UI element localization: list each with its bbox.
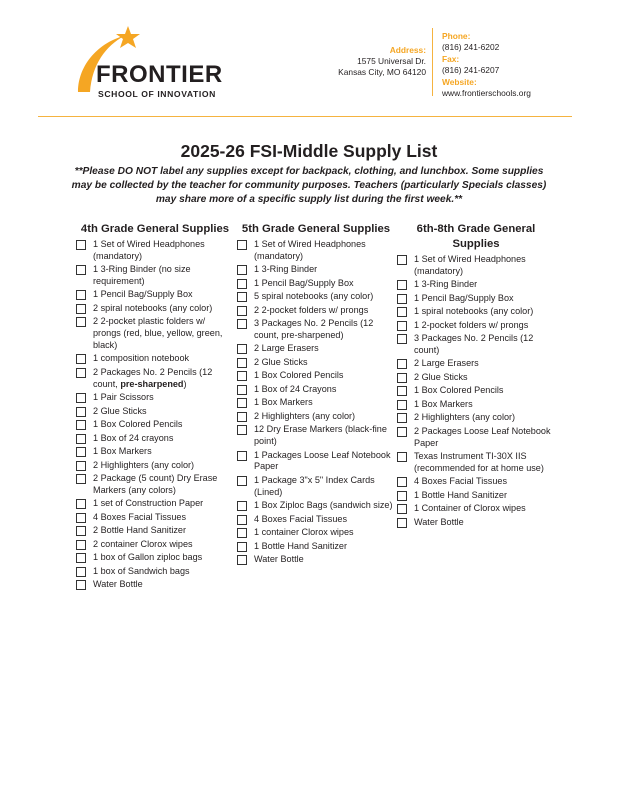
supply-item — [237, 514, 395, 526]
supply-item-label: 1 Box Markers — [93, 446, 152, 457]
contact-block — [442, 31, 531, 99]
supply-item-label: 1 Box Colored Pencils — [93, 419, 183, 430]
supply-item — [237, 541, 395, 553]
supply-item-label: 2 container Clorox wipes — [93, 538, 193, 549]
grade-4-column — [76, 222, 234, 593]
supply-item — [237, 450, 395, 473]
checkbox[interactable] — [76, 393, 86, 403]
supply-item-label: 1 Set of Wired Headphones (mandatory) — [93, 239, 205, 261]
column-heading: 5th Grade General Supplies — [241, 223, 391, 235]
supply-item-label: 2 Packages Loose Leaf Notebook Paper — [414, 425, 551, 448]
website-label: Website: — [442, 76, 477, 87]
checkbox[interactable] — [237, 358, 247, 368]
checkbox[interactable] — [76, 447, 86, 457]
checkbox[interactable] — [76, 368, 86, 378]
checkbox[interactable] — [76, 580, 86, 590]
supply-item — [397, 358, 555, 370]
supply-item — [76, 289, 234, 301]
supply-item — [397, 503, 555, 515]
supply-item — [237, 424, 395, 447]
supply-item — [76, 433, 234, 445]
supply-item — [397, 490, 555, 502]
checkbox[interactable] — [397, 491, 407, 501]
checkbox[interactable] — [76, 304, 86, 314]
supply-item-label: 1 box of Gallon ziploc bags — [93, 552, 203, 563]
checkbox[interactable] — [237, 501, 247, 511]
supply-item-label: 1 Pencil Bag/Supply Box — [414, 292, 514, 303]
supply-item — [237, 384, 395, 396]
supply-item — [237, 370, 395, 382]
supply-item — [76, 264, 234, 287]
checkbox[interactable] — [76, 317, 86, 327]
supply-item-label: 1 container Clorox wipes — [254, 527, 354, 538]
supply-item — [237, 318, 395, 341]
supply-item-label: 1 Bottle Hand Sanitizer — [414, 489, 508, 500]
checkbox[interactable] — [237, 425, 247, 435]
checkbox[interactable] — [76, 420, 86, 430]
checkbox[interactable] — [397, 334, 407, 344]
supply-item — [397, 426, 555, 449]
supply-item-label: 1 Pencil Bag/Supply Box — [254, 277, 354, 288]
checkbox[interactable] — [397, 518, 407, 528]
checkbox[interactable] — [397, 307, 407, 317]
supply-item-label: 1 3-Ring Binder — [414, 279, 478, 290]
supply-item — [397, 451, 555, 474]
checkbox[interactable] — [237, 555, 247, 565]
website-url: www.frontierschools.org — [442, 88, 531, 99]
checkbox[interactable] — [76, 540, 86, 550]
checkbox[interactable] — [76, 513, 86, 523]
supply-item-label: 1 Package 3"x 5" Index Cards (Lined) — [254, 474, 375, 497]
supply-item-label: 3 Packages No. 2 Pencils (12 count, pre-sharpened) — [254, 318, 374, 340]
address-label: Address: — [389, 45, 426, 55]
supply-list — [76, 239, 234, 591]
supply-item — [76, 406, 234, 418]
checkbox[interactable] — [237, 265, 247, 275]
supply-item-label: 2 Large Erasers — [254, 343, 319, 354]
supply-item-label: 1 set of Construction Paper — [93, 498, 204, 509]
supply-item — [237, 305, 395, 317]
checkbox[interactable] — [397, 386, 407, 396]
grade-5-column — [237, 222, 395, 568]
supply-item — [397, 385, 555, 397]
supply-item — [237, 357, 395, 369]
supply-item-label: 1 Box of 24 crayons — [93, 432, 174, 443]
supply-item — [237, 527, 395, 539]
supply-item-label: 1 Box Colored Pencils — [414, 385, 504, 396]
school-logo — [72, 24, 242, 99]
page-title: 2025-26 FSI-Middle Supply List — [180, 141, 438, 161]
supply-item-label: 1 Packages Loose Leaf Notebook Paper — [254, 449, 391, 472]
checkbox[interactable] — [237, 319, 247, 329]
checkbox[interactable] — [76, 354, 86, 364]
checkbox[interactable] — [76, 461, 86, 471]
fax-label: Fax: — [442, 53, 460, 64]
supply-item-label: 1 Box Markers — [414, 398, 473, 409]
supply-item — [76, 498, 234, 510]
checkbox[interactable] — [76, 526, 86, 536]
checkbox[interactable] — [397, 294, 407, 304]
supply-item-label: 2 Glue Sticks — [93, 405, 147, 416]
supply-item — [237, 475, 395, 498]
labeling-note: **Please DO NOT label any supplies except for backpack, clothing, and lunchbox. Some supplies may be collected by the teacher for community purposes. Teachers (particularly Specials classes) may share more of a specific supply list during the first week.** — [71, 166, 547, 205]
checkbox[interactable] — [237, 240, 247, 250]
address-line-1: 1575 Universal Dr. — [357, 56, 426, 66]
supply-item — [237, 239, 395, 262]
supply-item — [397, 320, 555, 332]
supply-item — [237, 278, 395, 290]
checkbox[interactable] — [237, 344, 247, 354]
logo-wordmark: FRONTIER — [96, 61, 223, 88]
fax-number: (816) 241-6207 — [442, 65, 500, 76]
checkbox[interactable] — [237, 542, 247, 552]
supply-item-label: 2 Glue Sticks — [254, 356, 308, 367]
supply-item — [76, 303, 234, 315]
supply-item-label: 1 composition notebook — [93, 353, 190, 364]
column-heading: 6th-8th Grade General Supplies — [416, 223, 536, 250]
supply-item-label: 1 Box Ziploc Bags (sandwich size) — [254, 500, 393, 511]
supply-item-label: 1 3-Ring Binder (no size requirement) — [93, 264, 191, 286]
supply-item — [397, 399, 555, 411]
checkbox[interactable] — [237, 528, 247, 538]
checkbox[interactable] — [237, 398, 247, 408]
supply-item-label: 2 Packages No. 2 Pencils (12 count, pre-sharpened) — [93, 366, 213, 389]
supply-item — [76, 539, 234, 551]
checkbox[interactable] — [397, 373, 407, 383]
supply-item-label: 2 Bottle Hand Sanitizer — [93, 525, 187, 536]
supply-item-label: Water Bottle — [93, 579, 143, 590]
checkbox[interactable] — [76, 567, 86, 577]
supply-item — [76, 353, 234, 365]
supply-item-label: 2 Package (5 count) Dry Erase Markers (any colors) — [93, 473, 218, 495]
checkbox[interactable] — [76, 553, 86, 563]
supply-item-label: 12 Dry Erase Markers (black-fine point) — [254, 424, 387, 447]
supply-item-label: 5 spiral notebooks (any color) — [254, 291, 374, 302]
supply-item-label: 1 Box Markers — [254, 397, 313, 408]
supply-item-label: 2 Large Erasers — [414, 358, 479, 369]
supply-item — [76, 579, 234, 591]
checkbox[interactable] — [397, 413, 407, 423]
supply-item — [76, 566, 234, 578]
checkbox[interactable] — [76, 499, 86, 509]
header-divider — [432, 28, 433, 96]
checkbox[interactable] — [237, 385, 247, 395]
checkbox[interactable] — [237, 515, 247, 525]
address-block — [338, 45, 426, 78]
checkbox[interactable] — [237, 451, 247, 461]
supply-item — [237, 411, 395, 423]
phone-label: Phone: — [442, 31, 471, 41]
supply-item-label: 2 Highlighters (any color) — [254, 410, 356, 421]
checkbox[interactable] — [397, 504, 407, 514]
checkbox[interactable] — [76, 240, 86, 250]
supply-item — [397, 254, 555, 277]
supply-item — [76, 460, 234, 472]
logo-subtitle: SCHOOL OF INNOVATION — [98, 89, 216, 99]
supply-item — [237, 397, 395, 409]
supply-item — [76, 525, 234, 537]
checkbox[interactable] — [237, 371, 247, 381]
checkbox[interactable] — [397, 359, 407, 369]
supply-item — [237, 500, 395, 512]
supply-item-label: 1 Box of 24 Crayons — [254, 383, 337, 394]
supply-item — [397, 306, 555, 318]
supply-item — [397, 372, 555, 384]
supply-item-label: 1 Set of Wired Headphones (mandatory) — [414, 254, 526, 276]
checkbox[interactable] — [76, 265, 86, 275]
column-heading: 4th Grade General Supplies — [80, 223, 230, 235]
header-rule — [38, 116, 572, 117]
supply-item-label: 4 Boxes Facial Tissues — [254, 513, 347, 524]
checkbox[interactable] — [397, 427, 407, 437]
supply-item-label: 3 Packages No. 2 Pencils (12 count) — [414, 333, 534, 355]
checkbox[interactable] — [76, 434, 86, 444]
supply-item — [76, 446, 234, 458]
supply-item-label: 1 3-Ring Binder — [254, 264, 318, 275]
supply-item-label: 1 Set of Wired Headphones (mandatory) — [254, 239, 366, 261]
checkbox[interactable] — [397, 321, 407, 331]
supply-item-label: 2 spiral notebooks (any color) — [93, 302, 213, 313]
supply-item — [76, 512, 234, 524]
supply-item — [76, 552, 234, 564]
supply-item-label: 4 Boxes Facial Tissues — [93, 511, 186, 522]
supply-item — [76, 239, 234, 262]
supply-item — [397, 476, 555, 488]
supply-item-label: 1 2-pocket folders w/ prongs — [414, 319, 529, 330]
address-line-2: Kansas City, MO 64120 — [338, 67, 426, 77]
supply-item — [76, 316, 234, 351]
checkbox[interactable] — [237, 292, 247, 302]
supply-item — [237, 264, 395, 276]
supply-item — [397, 293, 555, 305]
checkbox[interactable] — [397, 477, 407, 487]
supply-item-label: 1 spiral notebooks (any color) — [414, 306, 534, 317]
phone-number: (816) 241-6202 — [442, 42, 500, 53]
checkbox[interactable] — [76, 474, 86, 484]
supply-item — [237, 554, 395, 566]
checkbox[interactable] — [397, 452, 407, 462]
supply-item-label: Water Bottle — [254, 554, 304, 565]
supply-item-label: 1 Pencil Bag/Supply Box — [93, 289, 193, 300]
supply-item — [397, 333, 555, 356]
checkbox[interactable] — [397, 280, 407, 290]
supply-item-label: 1 Pair Scissors — [93, 392, 154, 403]
supply-item-label: 2 2-pocket plastic folders w/ prongs (red, blue, yellow, green, black) — [93, 316, 223, 350]
supply-item-label: 2 Highlighters (any color) — [93, 459, 195, 470]
supply-item-label: 2 2-pocket folders w/ prongs — [254, 304, 369, 315]
checkbox[interactable] — [76, 290, 86, 300]
supply-item — [237, 343, 395, 355]
supply-list — [237, 239, 395, 566]
checkbox[interactable] — [76, 407, 86, 417]
supply-item-label: 1 Bottle Hand Sanitizer — [254, 540, 348, 551]
supply-item — [76, 367, 234, 390]
supply-item — [76, 392, 234, 404]
supply-item — [76, 419, 234, 431]
checkbox[interactable] — [237, 476, 247, 486]
supply-item — [397, 279, 555, 291]
supply-item-label: 2 Highlighters (any color) — [414, 412, 516, 423]
supply-item — [76, 473, 234, 496]
supply-item-label: 1 Box Colored Pencils — [254, 370, 344, 381]
supply-item — [397, 412, 555, 424]
supply-item-label: 1 box of Sandwich bags — [93, 565, 190, 576]
supply-item-label: 2 Glue Sticks — [414, 371, 468, 382]
checkbox[interactable] — [237, 306, 247, 316]
checkbox[interactable] — [237, 279, 247, 289]
checkbox[interactable] — [397, 255, 407, 265]
checkbox[interactable] — [397, 400, 407, 410]
supply-item — [397, 517, 555, 529]
supply-item-label: Water Bottle — [414, 516, 464, 527]
checkbox[interactable] — [237, 412, 247, 422]
supply-item-label: Texas Instrument TI-30X IIS (recommended for at home use) — [414, 451, 544, 473]
supply-item-label: 4 Boxes Facial Tissues — [414, 476, 507, 487]
supply-item — [237, 291, 395, 303]
grade-6-8-column — [397, 222, 555, 530]
supply-item-label: 1 Container of Clorox wipes — [414, 503, 526, 514]
supply-list — [397, 254, 555, 529]
